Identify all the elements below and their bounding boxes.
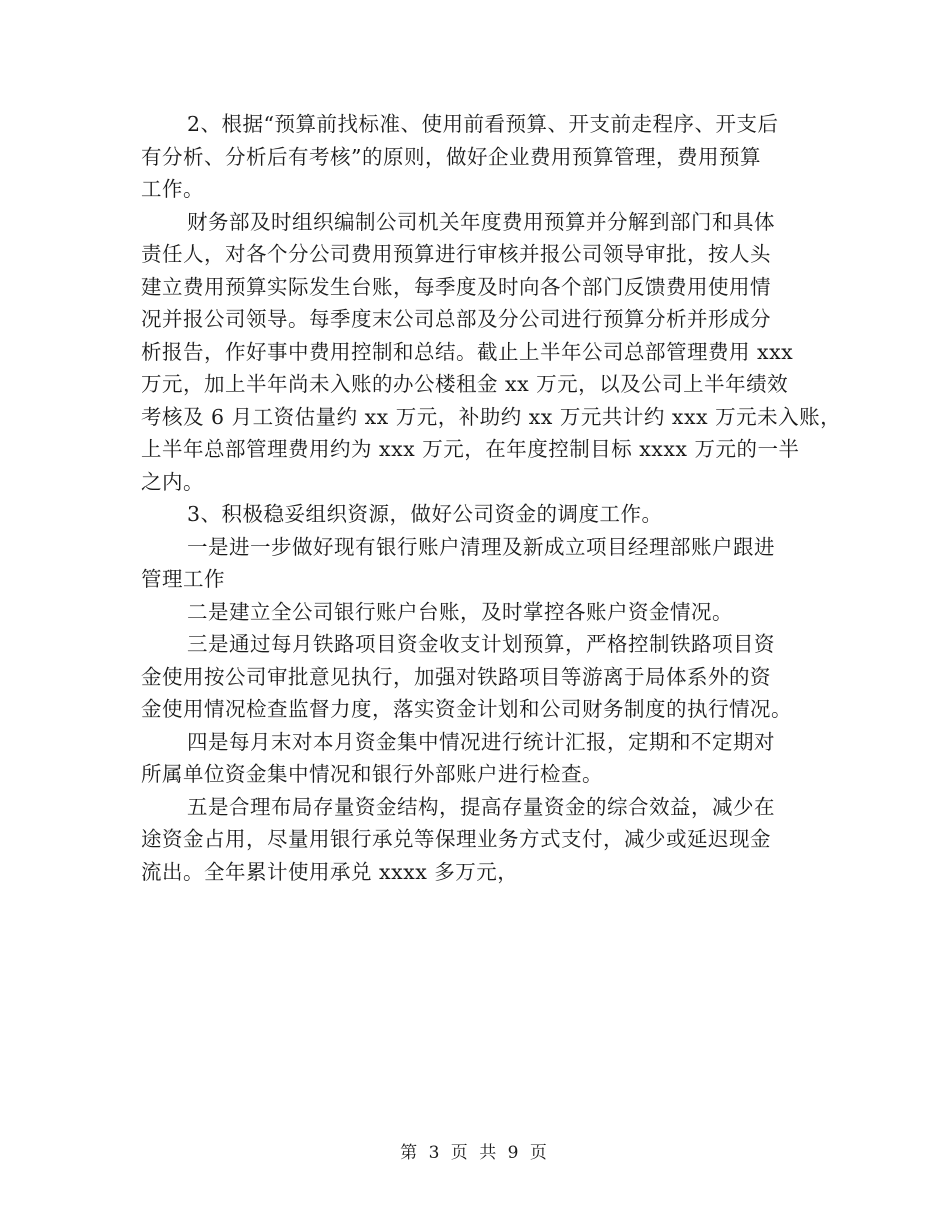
text-line: 途资金占用，尽量用银行承兑等保理业务方式支付，减少或延迟现金 xyxy=(141,827,771,851)
text-line: 万元，加上半年尚未入账的办公楼租金 xx 万元，以及公司上半年绩效 xyxy=(141,372,789,396)
text-line: 一是进一步做好现有银行账户清理及新成立项目经理部账户跟进 xyxy=(187,534,775,559)
text-line: 三是通过每月铁路项目资金收支计划预算，严格控制铁路项目资 xyxy=(187,632,775,656)
text-line: 管理工作 xyxy=(141,567,225,591)
text-line: 二是建立全公司银行账户台账，及时掌控各账户资金情况。 xyxy=(187,599,733,624)
text-line: 2、根据“预算前找标准、使用前看预算、开支前走程序、开支后 xyxy=(187,112,779,136)
text-line: 金使用按公司审批意见执行，加强对铁路项目等游离于局体系外的资 xyxy=(141,664,771,689)
text-line: 况并报公司领导。每季度末公司总部及分公司进行预算分析并形成分 xyxy=(141,307,771,331)
text-line: 建立费用预算实际发生台账，每季度及时向各个部门反馈费用使用情 xyxy=(141,274,771,299)
text-line: 析报告，作好事中费用控制和总结。截止上半年公司总部管理费用 xxx xyxy=(141,339,794,364)
text-line: 流出。全年累计使用承兑 xxxx 多万元， xyxy=(141,859,519,884)
text-line: 五是合理布局存量资金结构，提高存量资金的综合效益，减少在 xyxy=(187,794,775,819)
page-footer: 第 3 页 共 9 页 xyxy=(400,1143,550,1163)
text-line: 四是每月末对本月资金集中情况进行统计汇报，定期和不定期对 xyxy=(187,729,775,754)
text-line: 财务部及时组织编制公司机关年度费用预算并分解到部门和具体 xyxy=(187,209,775,234)
text-line: 考核及 6 月工资估量约 xx 万元，补助约 xx 万元共计约 xxx 万元未入账， xyxy=(141,404,842,429)
text-line: 所属单位资金集中情况和银行外部账户进行检查。 xyxy=(141,762,603,786)
text-line: 3、积极稳妥组织资源，做好公司资金的调度工作。 xyxy=(187,502,663,526)
text-line: 有分析、分析后有考核”的原则，做好企业费用预算管理，费用预算 xyxy=(141,144,761,169)
text-line: 上半年总部管理费用约为 xxx 万元，在年度控制目标 xxxx 万元的一半 xyxy=(141,437,800,461)
text-line: 责任人，对各个分公司费用预算进行审核并报公司领导审批，按人头 xyxy=(141,242,771,266)
text-line: 金使用情况检查监督力度，落实资金计划和公司财务制度的执行情况。 xyxy=(141,697,792,721)
document-body xyxy=(141,108,842,888)
text-line: 工作。 xyxy=(141,177,204,201)
text-line: 之内。 xyxy=(141,469,204,494)
